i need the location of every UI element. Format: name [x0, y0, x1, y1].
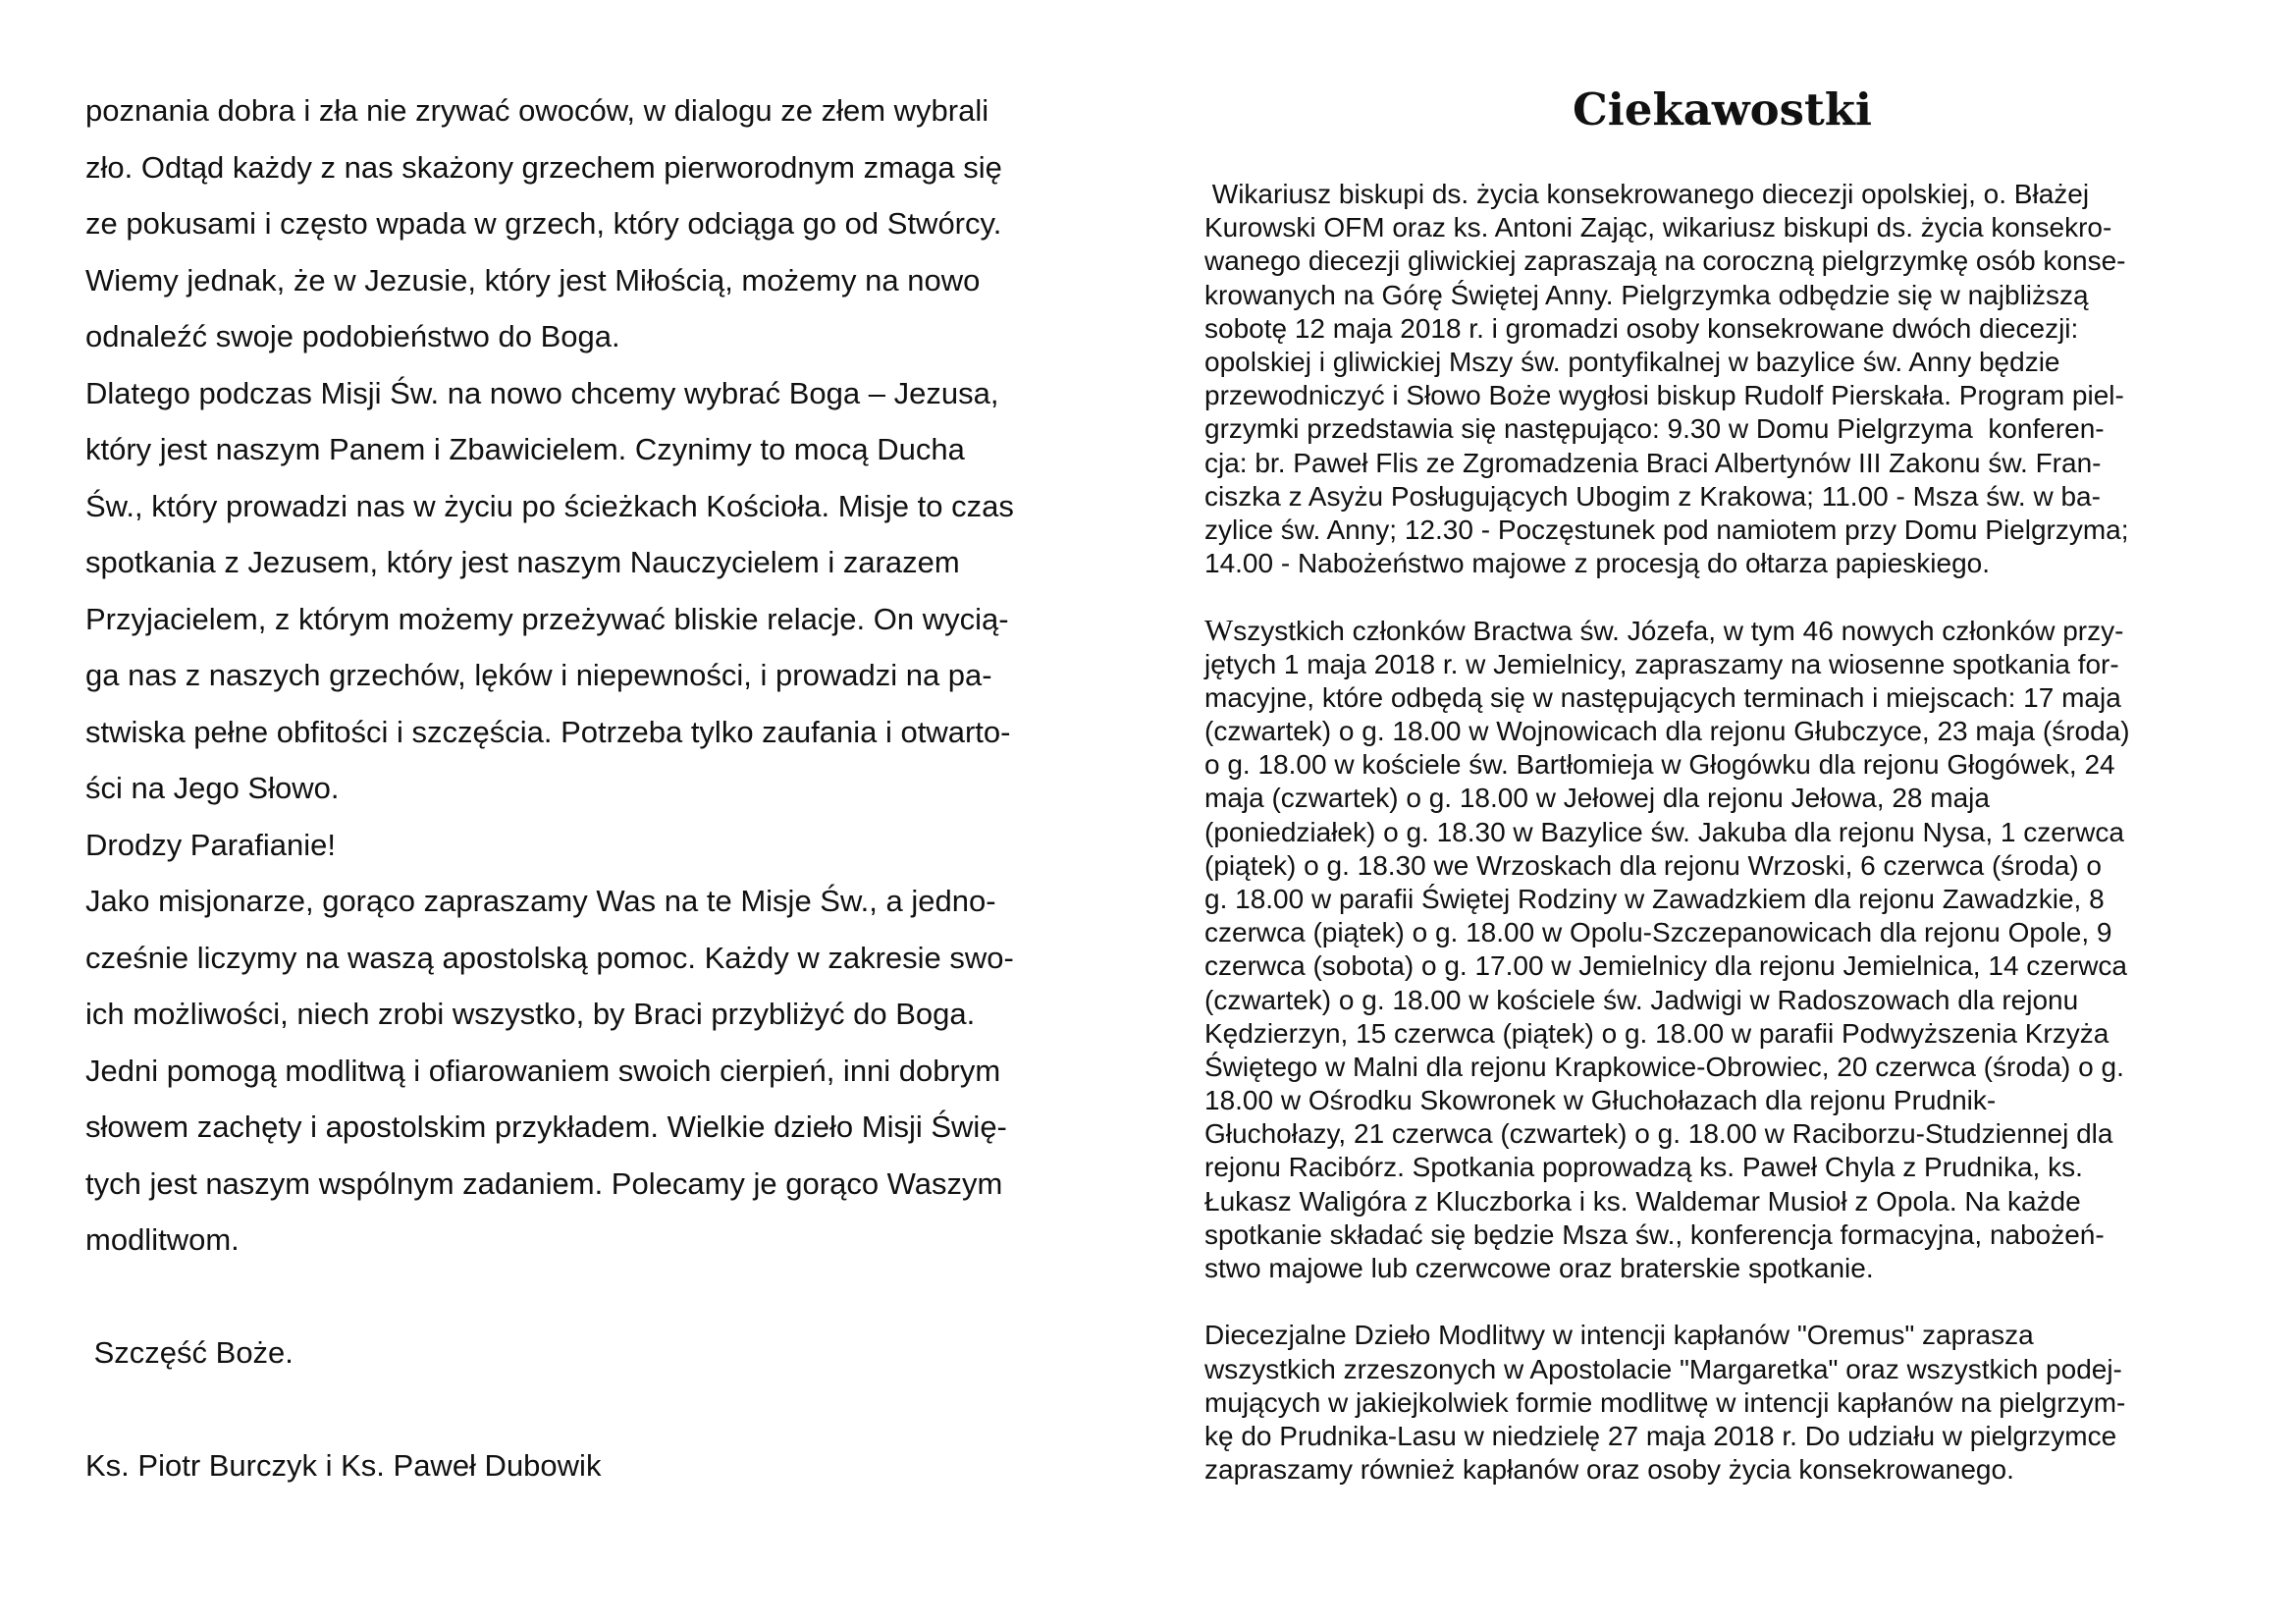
notice-line: zapraszamy również kapłanów oraz osoby życia konsekrowanego.	[1204, 1454, 2014, 1486]
letter-line: ich możliwości, niech zrobi wszystko, by Braci przybliżyć do Boga.	[85, 997, 976, 1031]
notice-line: kę do Prudnika-Lasu w niedzielę 27 maja 2018 r. Do udziału w pielgrzymce	[1204, 1420, 2117, 1451]
notice-line: ciszka z Asyżu Posługujących Ubogim z Krakowa; 11.00 - Msza św. w ba-	[1204, 480, 2101, 512]
notice-oremus	[1204, 1319, 2255, 1487]
notice-line: czerwca (sobota) o g. 17.00 w Jemielnicy dla rejonu Jemielnica, 14 czerwca	[1204, 950, 2127, 982]
letter-body	[85, 82, 1106, 1494]
notice-line: (piątek) o g. 18.30 we Wrzoskach dla rejonu Wrzoski, 6 czerwca (środa) o	[1204, 849, 2103, 881]
notice-pilgrimage	[1204, 178, 2255, 580]
notice-line: Kędzierzyn, 15 czerwca (piątek) o g. 18.00 w parafii Podwyższenia Krzyża	[1204, 1017, 2109, 1049]
page-title: Ciekawostki	[1572, 83, 1873, 135]
letter-line: zło. Odtąd każdy z nas skażony grzechem pierworodnym zmaga się	[85, 149, 1002, 185]
notice-line-text: szystkich członków Bractwa św. Józefa, w tym 46 nowych członków przy-	[1233, 616, 2124, 647]
signature: Ks. Piotr Burczyk i Ks. Paweł Dubowik	[85, 1448, 602, 1483]
letter-line: odnaleźć swoje podobieństwo do Boga.	[85, 319, 620, 353]
letter-line: Przyjacielem, z którym możemy przeżywać bliskie relacje. On wycią-	[85, 601, 1009, 636]
notice-line: Głuchołazy, 21 czerwca (czwartek) o g. 18.00 w Raciborzu-Studziennej dla	[1204, 1118, 2113, 1150]
notice-line: 18.00 w Ośrodku Skowronek w Głuchołazach dla rejonu Prudnik-	[1204, 1085, 1997, 1116]
notice-line: g. 18.00 w parafii Świętej Rodziny w Zawadzkiem dla rejonu Zawadzkie, 8	[1204, 883, 2105, 914]
letter-line: Jako misjonarze, gorąco zapraszamy Was na te Misje Św., a jedno-	[85, 884, 996, 918]
notice-line	[1204, 614, 2255, 647]
letter-line: ści na Jego Słowo.	[85, 771, 340, 805]
letter-line: Św., który prowadzi nas w życiu po ścieżkach Kościoła. Misje to czas	[85, 488, 1014, 523]
right-page	[1148, 0, 2296, 1624]
greeting: Szczęść Boże.	[85, 1335, 294, 1370]
notice-line: Łukasz Waligóra z Kluczborka i ks. Waldemar Musioł z Opola. Na każde	[1204, 1185, 2081, 1217]
letter-line: ze pokusami i często wpada w grzech, który odciąga go od Stwórcy.	[85, 206, 1002, 241]
notices	[1204, 178, 2255, 1487]
notice-line: krowanych na Górę Świętej Anny. Pielgrzymka odbędzie się w najbliższą	[1204, 279, 2089, 310]
notice-line: zylice św. Anny; 12.30 - Poczęstunek pod namiotem przy Domu Pielgrzyma;	[1204, 514, 2129, 545]
letter-line: słowem zachęty i apostolskim przykładem. Wielkie dzieło Misji Świę-	[85, 1110, 1007, 1144]
drop-cap: W	[1204, 613, 1234, 648]
letter-line: który jest naszym Panem i Zbawicielem. Czynimy to mocą Ducha	[85, 432, 965, 466]
notice-line: Kurowski OFM oraz ks. Antoni Zając, wikariusz biskupi ds. życia konsekro-	[1204, 212, 2112, 244]
letter-line: spotkania z Jezusem, który jest naszym Nauczycielem i zarazem	[85, 545, 960, 579]
notice-line: spotkanie składać się będzie Msza św., konferencja formacyjna, nabożeń-	[1204, 1218, 2105, 1250]
notice-line: sobotę 12 maja 2018 r. i gromadzi osoby konsekrowane dwóch diecezji:	[1204, 312, 2079, 344]
notice-line: wanego diecezji gliwickiej zapraszają na coroczną pielgrzymkę osób konse-	[1204, 245, 2126, 277]
letter-line: ga nas z naszych grzechów, lęków i niepewności, i prowadzi na pa-	[85, 658, 992, 692]
notice-line: 14.00 - Nabożeństwo majowe z procesją do ołtarza papieskiego.	[1204, 548, 1991, 579]
spacer	[1204, 1285, 2255, 1319]
spacer	[85, 1269, 1106, 1326]
letter-line: cześnie liczymy na waszą apostolską pomoc. Każdy w zakresie swo-	[85, 940, 1014, 975]
notice-line: Świętego w Malni dla rejonu Krapkowice-Obrowiec, 20 czerwca (środa) o g.	[1204, 1051, 2124, 1082]
notice-line: wszystkich zrzeszonych w Apostolacie "Margaretka" oraz wszystkich podej-	[1204, 1353, 2122, 1384]
letter-line: poznania dobra i zła nie zrywać owoców, w dialogu ze złem wybrali	[85, 93, 989, 128]
notice-line: o g. 18.00 w kościele św. Bartłomieja w Głogówku dla rejonu Głogówek, 24	[1204, 749, 2115, 781]
notice-line: przewodniczyć i Słowo Boże wygłosi biskup Rudolf Pierskała. Program piel-	[1204, 380, 2124, 411]
notice-line: stwo majowe lub czerwcowe oraz braterskie spotkanie.	[1204, 1253, 1874, 1283]
letter-line: Dlatego podczas Misji Św. na nowo chcemy wybrać Boga – Jezusa,	[85, 375, 999, 410]
notice-line: grzymki przedstawia się następująco: 9.30 w Domu Pielgrzyma konferen-	[1204, 413, 2105, 445]
spacer	[1204, 580, 2255, 614]
notice-line: macyjne, które odbędą się w następujących terminach i miejscach: 17 maja	[1204, 681, 2121, 713]
letter-line: tych jest naszym wspólnym zadaniem. Polecamy je gorąco Waszym	[85, 1165, 1003, 1201]
notice-line: (czwartek) o g. 18.00 w Wojnowicach dla rejonu Głubczyce, 23 maja (środa)	[1204, 716, 2130, 746]
notice-brotherhood	[1204, 614, 2255, 1285]
notice-line: cja: br. Paweł Flis ze Zgromadzenia Braci Albertynów III Zakonu św. Fran-	[1204, 447, 2102, 478]
letter-line: stwiska pełne obfitości i szczęścia. Potrzeba tylko zaufania i otwarto-	[85, 714, 1011, 749]
notice-line: jętych 1 maja 2018 r. w Jemielnicy, zapraszamy na wiosenne spotkania for-	[1204, 648, 2119, 679]
notice-line: rejonu Racibórz. Spotkania poprowadzą ks. Paweł Chyla z Prudnika, ks.	[1204, 1152, 2083, 1183]
notice-line: Diecezjalne Dzieło Modlitwy w intencji kapłanów "Oremus" zaprasza	[1204, 1320, 2034, 1351]
letter-line: modlitwom.	[85, 1222, 240, 1257]
notice-line: (poniedziałek) o g. 18.30 w Bazylice św. Jakuba dla rejonu Nysa, 1 czerwca	[1204, 816, 2124, 847]
notice-line: maja (czwartek) o g. 18.00 w Jełowej dla rejonu Jełowa, 28 maja	[1204, 783, 1990, 814]
letter-line: Jedni pomogą modlitwą i ofiarowaniem swoich cierpień, inni dobrym	[85, 1053, 1001, 1088]
letter-line: Drodzy Parafianie!	[85, 827, 337, 862]
notice-line: opolskiej i gliwickiej Mszy św. pontyfikalnej w bazylice św. Anny będzie	[1204, 346, 2060, 377]
notice-line: czerwca (piątek) o g. 18.00 w Opolu-Szczepanowicach dla rejonu Opole, 9	[1204, 917, 2112, 948]
letter-line: Wiemy jednak, że w Jezusie, który jest Miłością, możemy na nowo	[85, 262, 981, 298]
notice-line: (czwartek) o g. 18.00 w kościele św. Jadwigi w Radoszowach dla rejonu	[1204, 984, 2079, 1015]
notice-line: Wikariusz biskupi ds. życia konsekrowanego diecezji opolskiej, o. Błażej	[1204, 179, 2090, 209]
notice-line: mujących w jakiejkolwiek formie modlitwę w intencji kapłanów na pielgrzym-	[1204, 1386, 2126, 1418]
spacer	[85, 1381, 1106, 1438]
